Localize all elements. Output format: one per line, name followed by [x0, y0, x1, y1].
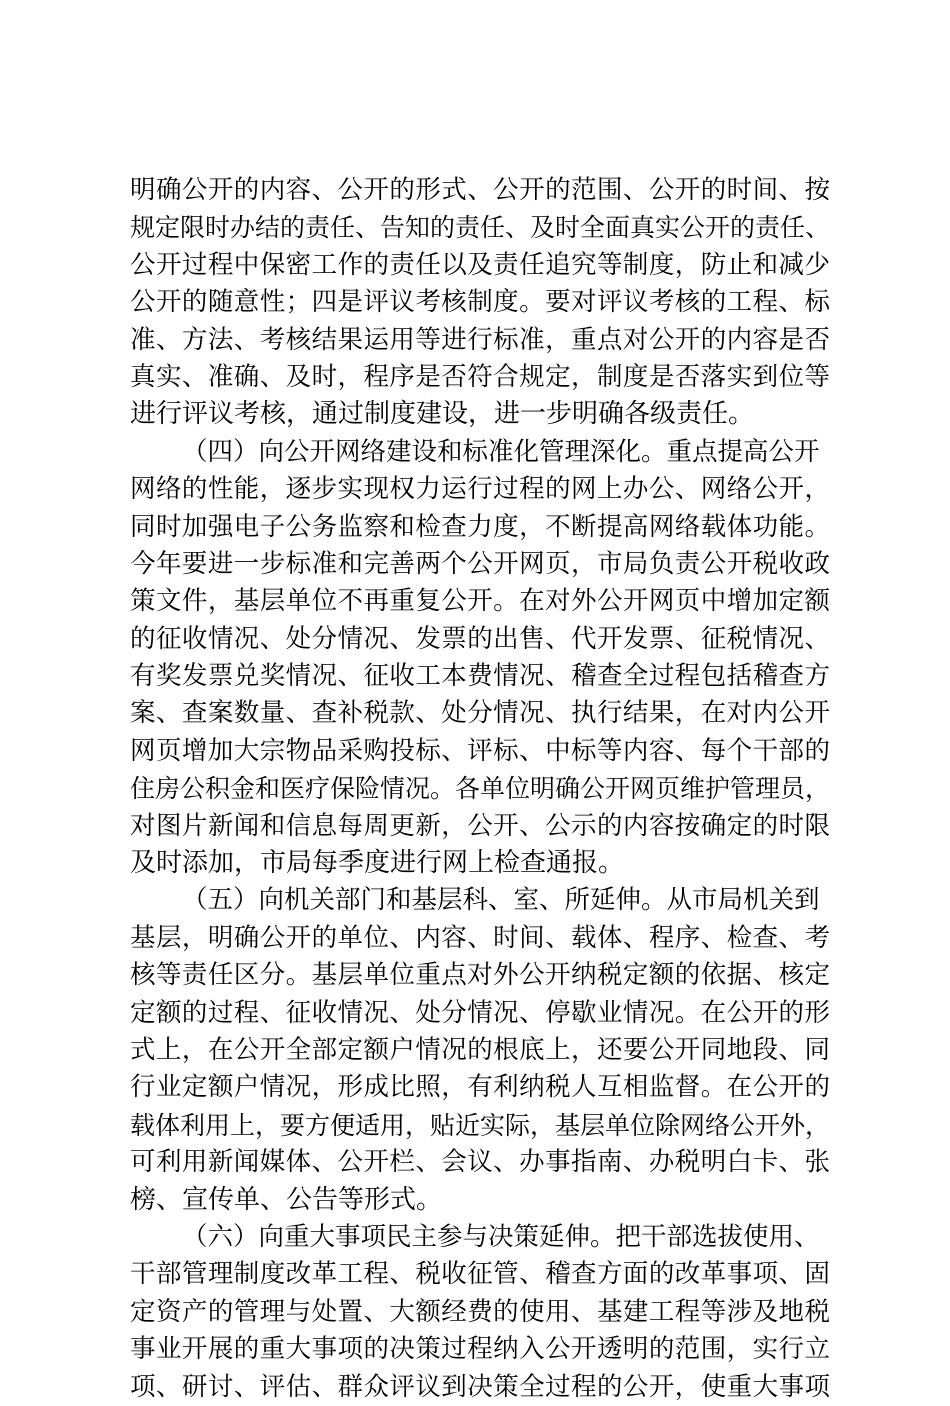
paragraph-section-six [130, 1219, 830, 1406]
text-line: 同时加强电子公务监察和检查力度，不断提高网络载体功能。 [130, 511, 830, 542]
text-line: （六）向重大事项民主参与决策延伸。把干部选拔使用、 [182, 1221, 820, 1252]
paragraph-section-four [130, 434, 830, 883]
text-line: （五）向机关部门和基层科、室、所延伸。从市局机关到 [182, 885, 820, 916]
text-line: 网络的性能，逐步实现权力运行过程的网上办公、网络公开， [130, 474, 830, 505]
text-line: 网页增加大宗物品采购投标、评标、中标等内容、每个干部的 [130, 735, 830, 766]
text-line: 基层，明确公开的单位、内容、时间、载体、程序、检查、考 [130, 922, 830, 953]
text-line: 式上，在公开全部定额户情况的根底上，还要公开同地段、同 [130, 1034, 830, 1065]
text-line: 今年要进一步标准和完善两个公开网页，市局负责公开税收政 [130, 548, 830, 579]
text-line: 有奖发票兑奖情况、征收工本费情况、稽查全过程包括稽查方 [130, 661, 830, 692]
text-line: 住房公积金和医疗保险情况。各单位明确公开网页维护管理员， [130, 774, 831, 804]
text-line: 案、查案数量、查补税款、处分情况、执行结果，在对内公开 [130, 698, 830, 729]
text-line: 事业开展的重大事项的决策过程纳入公开透明的范围，实行立 [130, 1334, 830, 1365]
text-line: 行业定额户情况，形成比照，有利纳税人互相监督。在公开的 [130, 1072, 830, 1103]
text-line: 规定限时办结的责任、告知的责任、及时全面真实公开的责任、 [130, 213, 831, 243]
text-line: 公开过程中保密工作的责任以及责任追究等制度，防止和减少 [130, 249, 830, 280]
text-line: 干部管理制度改革工程、税收征管、稽查方面的改革事项、固 [130, 1259, 830, 1290]
text-line: 对图片新闻和信息每周更新，公开、公示的内容按确定的时限 [130, 810, 830, 841]
text-line: 策文件，基层单位不再重复公开。在对外公开网页中增加定额 [130, 586, 830, 617]
text-line: 准、方法、考核结果运用等进行标准，重点对公开的内容是否 [130, 324, 830, 355]
text-line: 定额的过程、征收情况、处分情况、停歇业情况。在公开的形 [130, 997, 830, 1028]
paragraph-continuation [130, 172, 830, 434]
text-line: 榜、宣传单、公告等形式。 [130, 1184, 443, 1215]
text-line: （四）向公开网络建设和标准化管理深化。重点提高公开 [182, 436, 820, 467]
text-line: 定资产的管理与处置、大额经费的使用、基建工程等涉及地税 [130, 1296, 830, 1327]
text-line: 公开的随意性；四是评议考核制度。要对评议考核的工程、标 [130, 287, 830, 318]
document-body [130, 172, 830, 1406]
text-line: 真实、准确、及时，程序是否符合规定，制度是否落实到位等 [130, 361, 830, 392]
text-line: 进行评议考核，通过制度建设，进一步明确各级责任。 [130, 399, 755, 430]
text-line: 及时添加，市局每季度进行网上检查通报。 [130, 848, 625, 879]
paragraph-section-five [130, 882, 830, 1219]
text-line: 的征收情况、处分情况、发票的出售、代开发票、征税情况、 [130, 623, 830, 654]
text-line: 可利用新闻媒体、公开栏、会议、办事指南、办税明白卡、张 [130, 1147, 830, 1178]
text-line: 明确公开的内容、公开的形式、公开的范围、公开的时间、按 [130, 175, 830, 205]
text-line: 项、研讨、评估、群众评议到决策全过程的公开，使重大事项 [130, 1371, 830, 1402]
text-line: 载体利用上，要方便适用，贴近实际，基层单位除网络公开外， [130, 1110, 831, 1140]
text-line: 核等责任区分。基层单位重点对外公开纳税定额的依据、核定 [130, 960, 830, 991]
